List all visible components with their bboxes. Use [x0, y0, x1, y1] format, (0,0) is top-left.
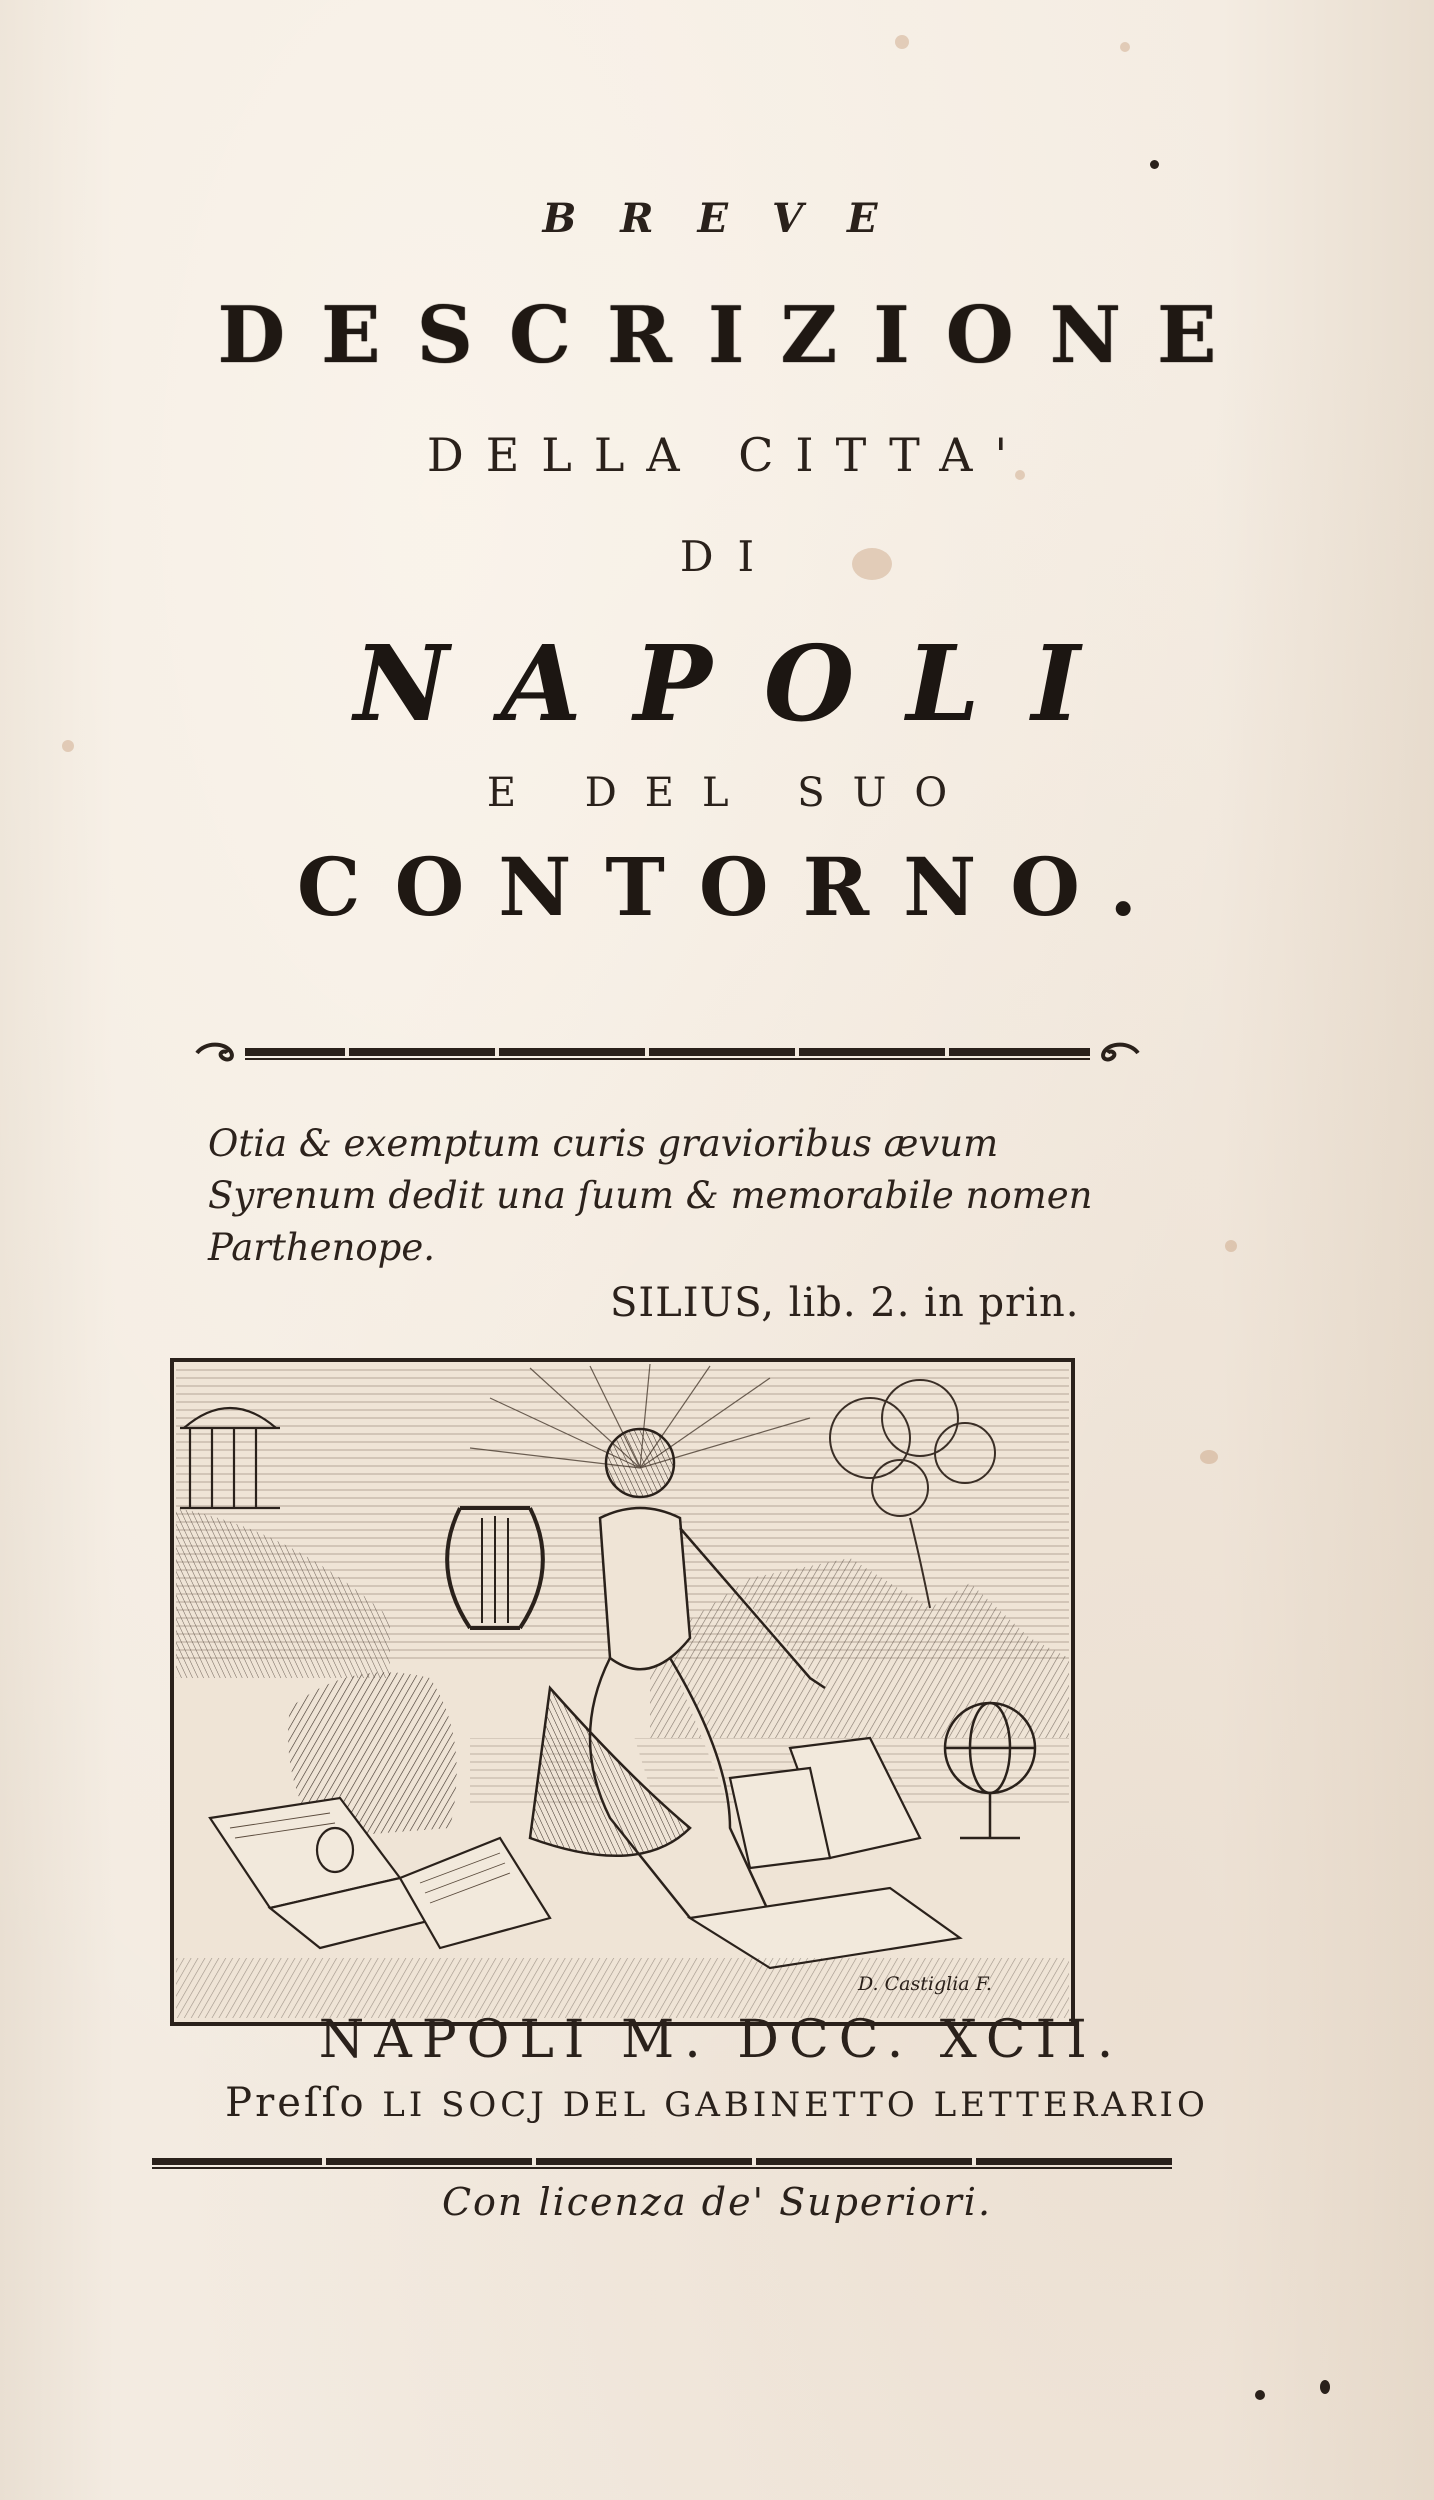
ornamental-rule: [195, 1040, 1140, 1066]
imprint-publisher: [0, 2080, 1434, 2126]
epigraph-citation: SILIUS, lib. 2. in prin.: [610, 1280, 1080, 1326]
imprint-place-date: NAPOLI M. DCC. XCII.: [318, 2010, 1124, 2070]
title-della-citta: DELLA CITTA': [426, 428, 1030, 482]
title-breve: BREVE: [542, 195, 922, 242]
title-napoli: NAPOLI: [353, 622, 1133, 745]
epigraph-line-1: Otia & exemptum curis gravioribus ævum: [208, 1122, 999, 1165]
engraver-signature: D. Castiglia F.: [858, 1973, 992, 1995]
foxing-spot: [1225, 1240, 1237, 1252]
license-notice: Con licenza de' Superiori.: [441, 2180, 993, 2224]
epigraph-line-2: Syrenum dedit una ſuum & memorabile nomen: [208, 1174, 1093, 1217]
title-e-del-suo: E DEL SUO: [486, 770, 976, 816]
foxing-spot: [1200, 1450, 1218, 1464]
publisher-name: LI SOCJ DEL GABINETTO LETTERARIO: [382, 2085, 1209, 2125]
foxing-spot: [1150, 160, 1159, 169]
title-descrizione: DESCRIZIONE: [217, 290, 1253, 381]
title-contorno: CONTORNO.: [296, 840, 1172, 934]
foxing-spot: [1320, 2380, 1330, 2394]
epigraph-line-3: Parthenope.: [208, 1226, 436, 1269]
foxing-spot: [895, 35, 909, 49]
foxing-spot: [1255, 2390, 1265, 2400]
engraving-vignette: [170, 1358, 1075, 2026]
foxing-spot: [1120, 42, 1130, 52]
imprint-rule: [152, 2152, 1172, 2174]
title-di: DI: [679, 532, 779, 581]
publisher-prefix: Preſſo: [225, 2080, 367, 2126]
